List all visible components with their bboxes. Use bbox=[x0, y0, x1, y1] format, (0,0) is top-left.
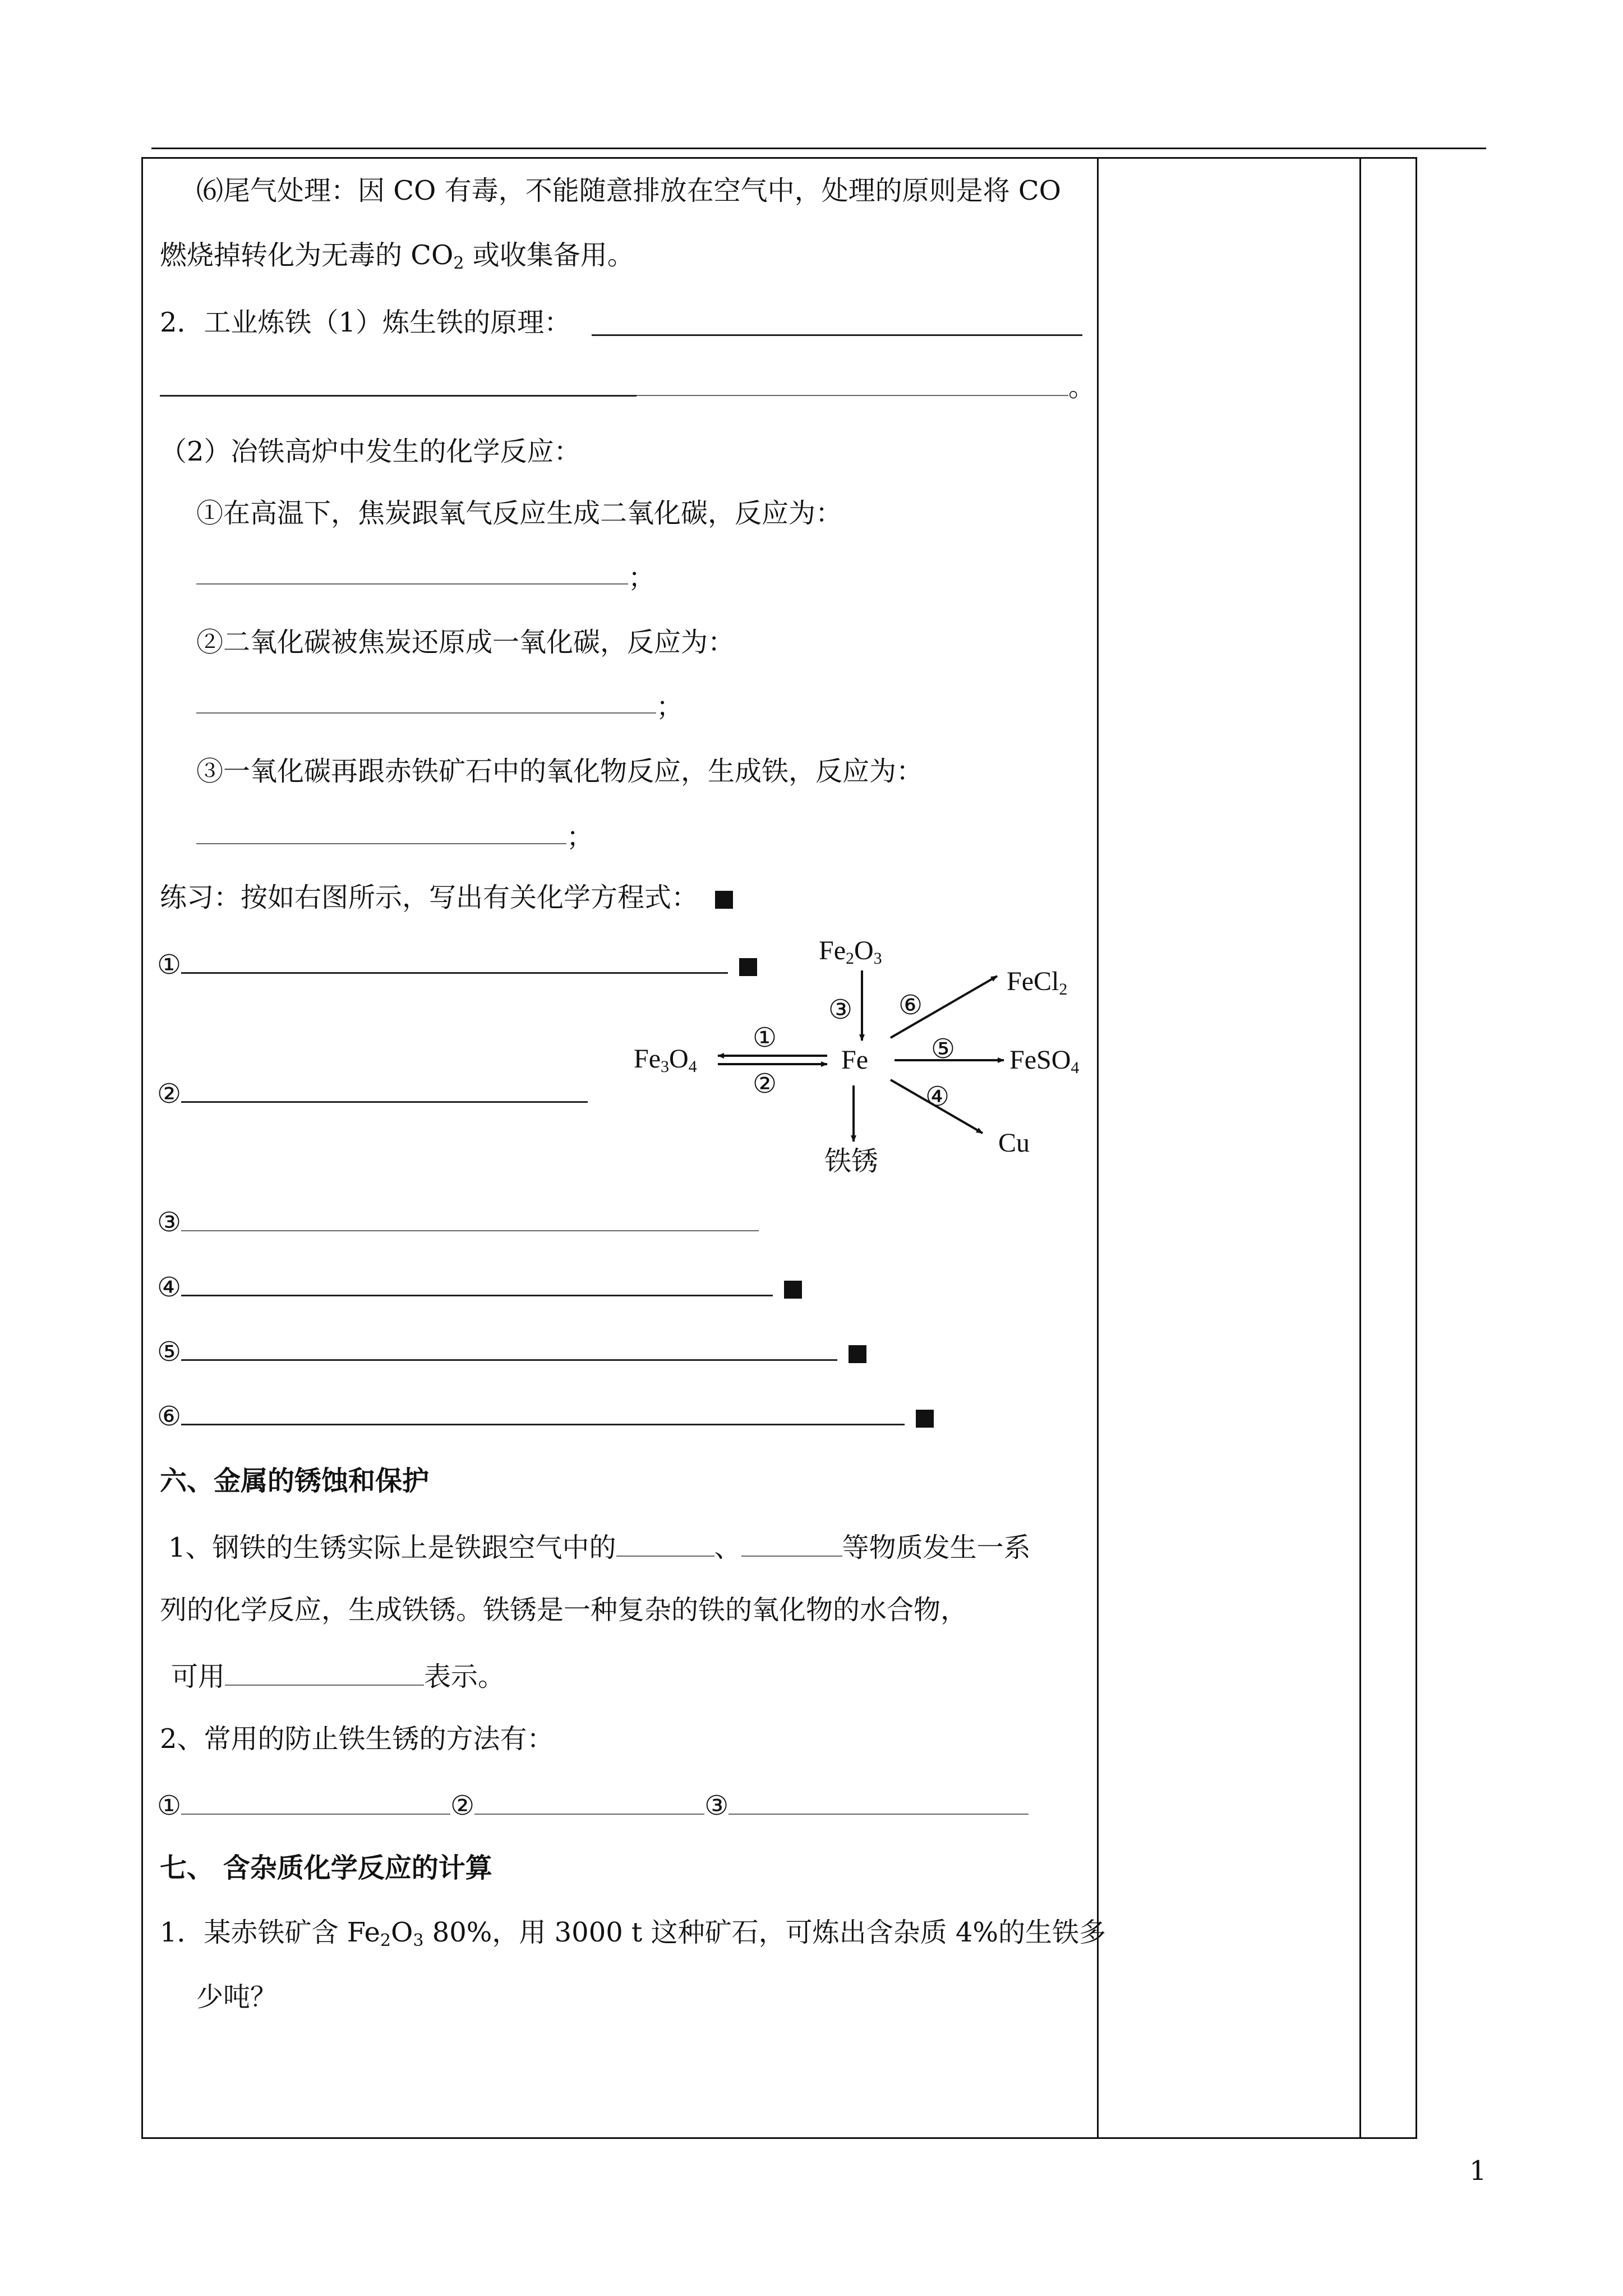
diagram-num-5: ⑤ bbox=[931, 1033, 956, 1065]
s6-blank-1[interactable] bbox=[616, 1529, 714, 1557]
s6-method-blank-1[interactable] bbox=[181, 1787, 450, 1815]
s6-methods: ① ② ③ bbox=[157, 1787, 1029, 1823]
diagram-fecl2: FeCl$_2$ bbox=[1007, 967, 1068, 999]
diagram-num-1: ① bbox=[753, 1022, 777, 1053]
diagram-num-2: ② bbox=[753, 1068, 777, 1099]
practice-label-5: ⑤ bbox=[157, 1336, 182, 1368]
q2-end-mark: 。 bbox=[1068, 371, 1096, 403]
practice-label-1: ① bbox=[157, 949, 182, 981]
practice-label-6: ⑥ bbox=[157, 1401, 182, 1432]
diagram-fe: Fe bbox=[841, 1045, 868, 1075]
diagram-fe3o4: $Fe_3O_4$ bbox=[634, 1044, 697, 1076]
diagram-cu: Cu bbox=[998, 1128, 1030, 1158]
s6-p1-line3: 可用 表示。 bbox=[171, 1658, 505, 1694]
diagram-fe2o3: $Fe_2O_3$ bbox=[819, 936, 882, 968]
practice-title-text: 练习：按如右图所示，写出有关化学方程式： bbox=[160, 882, 699, 913]
practice-label-4: ④ bbox=[157, 1272, 182, 1303]
s6-p1-line2: 列的化学反应，生成铁锈。铁锈是一种复杂的铁的氧化物的水合物， bbox=[160, 1594, 968, 1626]
s7-q1-line2: 少吨？ bbox=[196, 1981, 278, 2013]
p6-line2-sub: 2 bbox=[453, 254, 464, 273]
diagram-rust: 铁锈 bbox=[824, 1145, 879, 1177]
s6-heading: 六、金属的锈蚀和保护 bbox=[160, 1465, 430, 1497]
q2-r3-semi: ； bbox=[566, 821, 594, 853]
practice-label-3: ③ bbox=[157, 1207, 182, 1238]
s6-p1-line1: 1、钢铁的生锈实际上是铁跟空气中的 、 等物质发生一系 bbox=[168, 1529, 1031, 1565]
p6-line2-b: 或收集备用。 bbox=[464, 240, 634, 271]
q2-sub2: （2）冶铁高炉中发生的化学反应： bbox=[160, 436, 581, 467]
diagram-num-4: ④ bbox=[925, 1081, 950, 1112]
p6-line1: ⑹尾气处理：因 CO 有毒，不能随意排放在空气中，处理的原则是将 CO bbox=[196, 175, 1061, 206]
s7-heading: 七、 含杂质化学反应的计算 bbox=[160, 1852, 492, 1884]
s6-method-blank-2[interactable] bbox=[474, 1787, 704, 1815]
diagram-num-3: ③ bbox=[828, 994, 853, 1025]
practice-label-2: ② bbox=[157, 1078, 182, 1110]
diagram-feso4: FeSO$_4$ bbox=[1009, 1045, 1080, 1077]
page-number: 1 bbox=[1469, 2155, 1487, 2187]
s6-blank-3[interactable] bbox=[225, 1658, 424, 1686]
q2-r2: ②二氧化碳被焦炭还原成一氧化碳，反应为： bbox=[196, 627, 735, 658]
q2-r3: ③一氧化碳再跟赤铁矿石中的氧化物反应，生成铁，反应为： bbox=[196, 756, 924, 787]
q2-r1: ①在高温下，焦炭跟氧气反应生成二氧化碳，反应为： bbox=[196, 498, 843, 529]
s6-method-blank-3[interactable] bbox=[728, 1787, 1029, 1815]
s7-q1-line1: 1．某赤铁矿含 $Fe_2O_3$ 80%，用 3000 t 这种矿石，可炼出含杂质 4%的生铁多 bbox=[160, 1917, 1106, 1950]
q2-r1-semi: ； bbox=[628, 562, 656, 593]
s6-p2: 2、常用的防止铁生锈的方法有： bbox=[160, 1723, 554, 1755]
diagram-num-6: ⑥ bbox=[898, 990, 923, 1021]
s6-blank-2[interactable] bbox=[741, 1529, 842, 1557]
q2-r2-semi: ； bbox=[656, 691, 684, 723]
p6-line2-a: 燃烧掉转化为无毒的 CO bbox=[160, 240, 454, 271]
q2-title: 2．工业炼铁（1）炼生铁的原理： bbox=[160, 307, 571, 338]
